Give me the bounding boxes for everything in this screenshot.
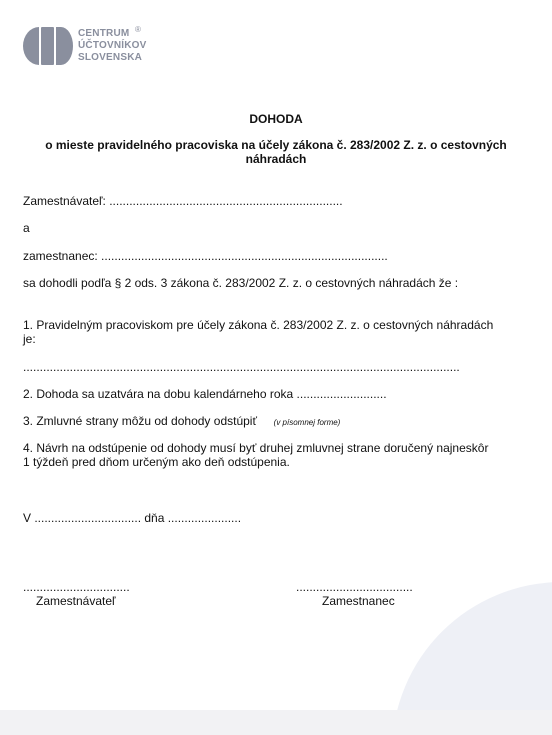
clause-4-line-2: 1 týždeň pred dňom určeným ako deň odstúpenia.: [23, 455, 290, 469]
registered-mark: ®: [135, 25, 141, 34]
clause-3: [23, 414, 340, 430]
employee-field: zamestnanec: ......................................................................................: [23, 249, 388, 263]
clause-3-text: 3. Zmluvné strany môžu od dohody odstúpiť: [23, 414, 257, 428]
signature-dots-right: ...................................: [296, 580, 413, 594]
clause-4-line-1: 4. Návrh na odstúpenie od dohody musí byť druhej zmluvnej strane doručený najneskôr: [23, 441, 489, 455]
decorative-circle: [392, 582, 552, 710]
employer-field: Zamestnávateľ: ......................................................................: [23, 194, 343, 208]
signature-label-employer: Zamestnávateľ: [36, 594, 116, 608]
clause-1-dots: ...................................................................................................................................: [23, 360, 460, 374]
clause-3-note: (v písomnej forme): [273, 418, 341, 427]
place-date-line: V ................................ dňa ......................: [23, 511, 242, 525]
agreement-intro: sa dohodli podľa § 2 ods. 3 zákona č. 283/2002 Z. z. o cestovných náhradách že :: [23, 276, 459, 290]
company-logo: [23, 27, 147, 65]
and-text: a: [23, 221, 30, 235]
logo-mark-icon: [23, 27, 73, 65]
bottom-band: [0, 710, 552, 735]
signature-label-employee: Zamestnanec: [322, 594, 395, 608]
subtitle-line-1: o mieste pravidelného pracoviska na účely zákona č. 283/2002 Z. z. o cestovných: [45, 138, 507, 152]
logo-line-1: CENTRUM: [78, 28, 130, 39]
logo-line-3: SLOVENSKA: [78, 52, 143, 63]
signature-dots-left: ................................: [23, 580, 130, 594]
clause-1-line-1: 1. Pravidelným pracoviskom pre účely zákona č. 283/2002 Z. z. o cestovných náhradách: [23, 318, 494, 332]
clause-2: 2. Dohoda sa uzatvára na dobu kalendárneho roka ...........................: [23, 387, 387, 401]
document-title: DOHODA: [249, 112, 303, 126]
subtitle-line-2: náhradách: [245, 152, 307, 166]
logo-line-2: ÚČTOVNÍKOV: [78, 40, 147, 51]
clause-1-line-2: je:: [23, 332, 36, 346]
